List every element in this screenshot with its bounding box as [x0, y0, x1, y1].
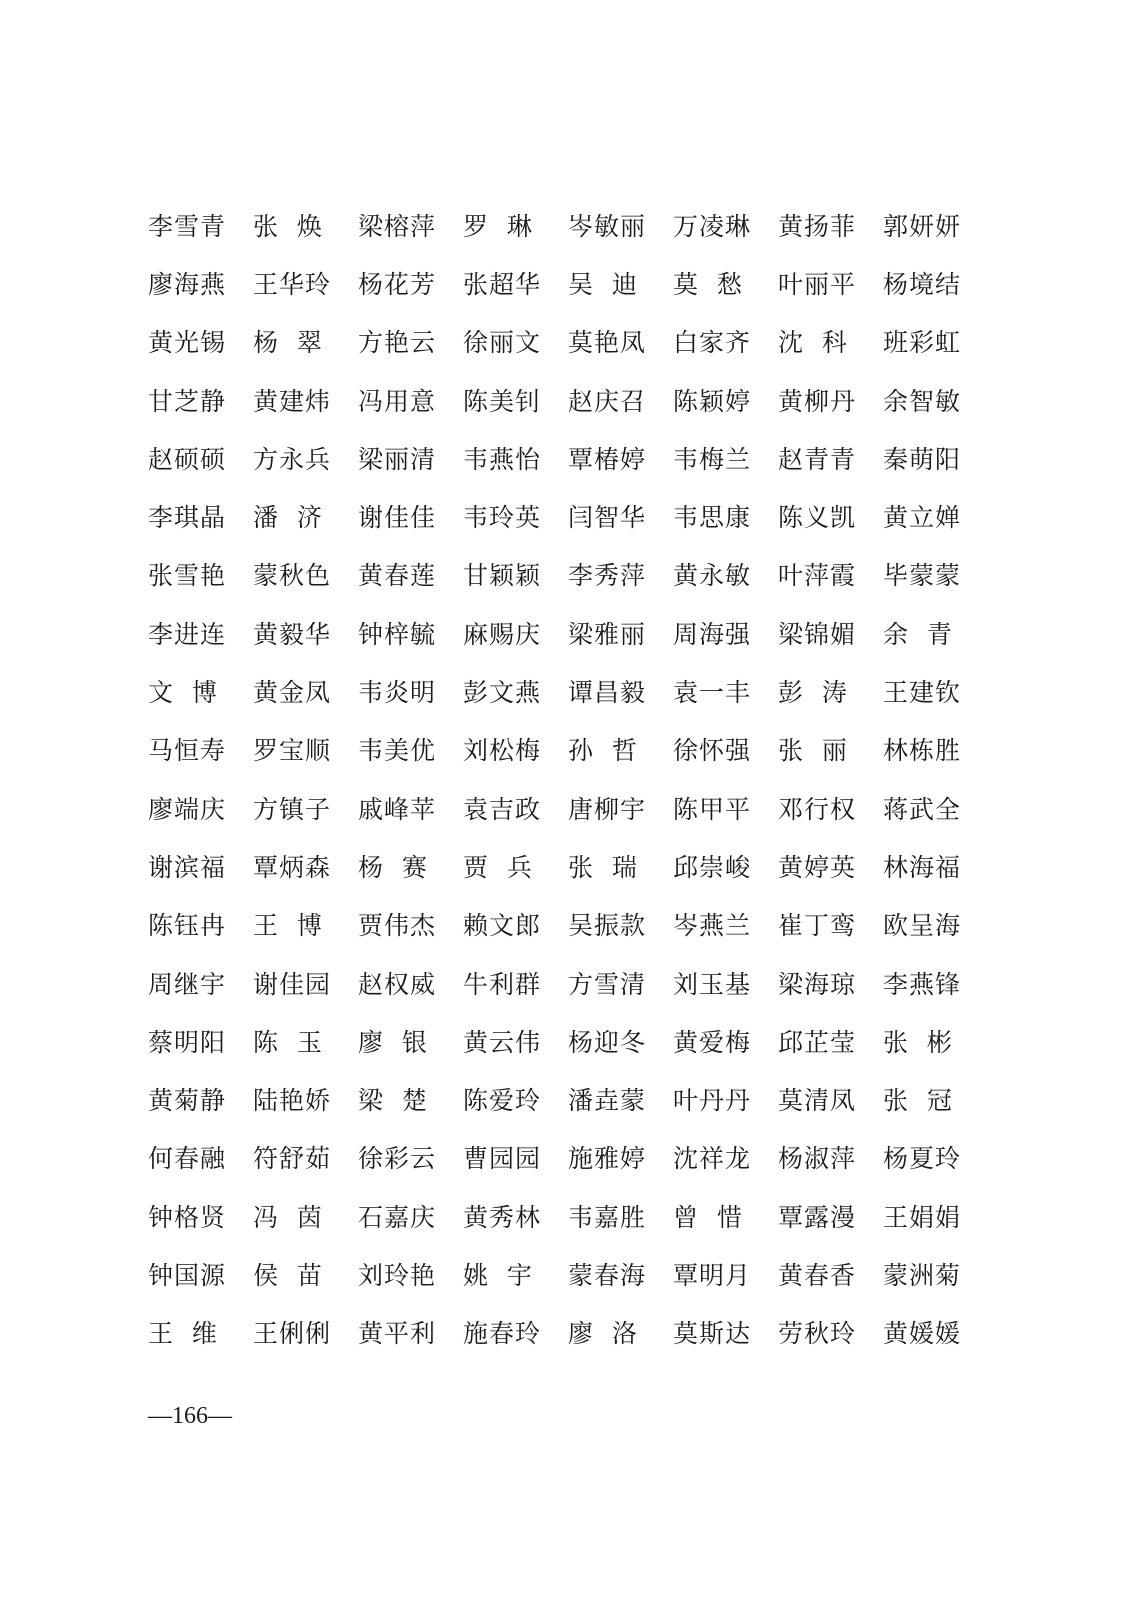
name-entry: 劳秋玲: [778, 1319, 857, 1349]
name-entry: 王俐俐: [253, 1319, 332, 1349]
name-entry: 杨 翠: [253, 328, 323, 358]
name-entry: 黄秀林: [463, 1202, 542, 1232]
name-row: [148, 780, 988, 838]
name-entry: 黄云伟: [463, 1027, 542, 1057]
name-entry: 陈 玉: [253, 1027, 323, 1057]
name-entry: 刘玉基: [673, 969, 752, 999]
name-entry: 李琪晶: [148, 503, 227, 533]
name-entry: 陈美钊: [463, 386, 542, 416]
name-entry: 蔡明阳: [148, 1027, 227, 1057]
name-entry: 张 丽: [778, 736, 848, 766]
name-entry: 牛利群: [463, 969, 542, 999]
name-entry: 戚峰苹: [358, 794, 437, 824]
name-entry: 王 博: [253, 911, 323, 941]
name-entry: 覃露漫: [778, 1202, 857, 1232]
name-entry: 廖 银: [358, 1027, 428, 1057]
name-entry: 甘颖颖: [463, 561, 542, 591]
name-entry: 闫智华: [568, 503, 647, 533]
name-entry: 廖海燕: [148, 269, 227, 299]
name-entry: 赵青青: [778, 444, 857, 474]
name-entry: 张 焕: [253, 211, 323, 241]
name-entry: 文 博: [148, 678, 218, 708]
name-entry: 韦燕怡: [463, 444, 542, 474]
name-row: [148, 314, 988, 372]
name-entry: 赖文郎: [463, 911, 542, 941]
name-row: [148, 722, 988, 780]
name-entry: 方艳云: [358, 328, 437, 358]
name-entry: 陆艳娇: [253, 1086, 332, 1116]
name-entry: 徐怀强: [673, 736, 752, 766]
name-entry: 张 瑞: [568, 852, 638, 882]
name-entry: 李进连: [148, 619, 227, 649]
name-row: [148, 488, 988, 546]
name-entry: 杨迎冬: [568, 1027, 647, 1057]
name-entry: 谢佳佳: [358, 503, 437, 533]
name-entry: 彭 涛: [778, 678, 848, 708]
name-entry: 叶萍霞: [778, 561, 857, 591]
name-entry: 黄建炜: [253, 386, 332, 416]
name-entry: 李燕锋: [883, 969, 962, 999]
name-entry: 黄平利: [358, 1319, 437, 1349]
name-entry: 袁吉政: [463, 794, 542, 824]
name-entry: 韦梅兰: [673, 444, 752, 474]
name-entry: 郭妍妍: [883, 211, 962, 241]
name-entry: 黄立婵: [883, 503, 962, 533]
name-entry: 廖端庆: [148, 794, 227, 824]
name-entry: 梁雅丽: [568, 619, 647, 649]
name-entry: 杨夏玲: [883, 1144, 962, 1174]
name-entry: 陈钰冉: [148, 911, 227, 941]
name-row: [148, 1013, 988, 1071]
name-entry: 莫斯达: [673, 1319, 752, 1349]
name-entry: 覃明月: [673, 1260, 752, 1290]
name-entry: 唐柳宇: [568, 794, 647, 824]
name-entry: 覃椿婷: [568, 444, 647, 474]
name-entry: 沈 科: [778, 328, 848, 358]
name-entry: 蒋武全: [883, 794, 962, 824]
name-entry: 孙 哲: [568, 736, 638, 766]
name-entry: 陈义凯: [778, 503, 857, 533]
name-entry: 叶丹丹: [673, 1086, 752, 1116]
name-entry: 罗 琳: [463, 211, 533, 241]
name-entry: 欧呈海: [883, 911, 962, 941]
name-entry: 王华玲: [253, 269, 332, 299]
name-row: [148, 1071, 988, 1129]
name-entry: 陈甲平: [673, 794, 752, 824]
name-entry: 莫艳凤: [568, 328, 647, 358]
name-entry: 莫清凤: [778, 1086, 857, 1116]
name-entry: 钟梓毓: [358, 619, 437, 649]
name-entry: 韦嘉胜: [568, 1202, 647, 1232]
name-entry: 韦美优: [358, 736, 437, 766]
name-entry: 黄春莲: [358, 561, 437, 591]
name-row: [148, 663, 988, 721]
name-entry: 梁海琼: [778, 969, 857, 999]
name-row: [148, 838, 988, 896]
name-entry: 余 青: [883, 619, 953, 649]
name-entry: 黄永敏: [673, 561, 752, 591]
name-entry: 何春融: [148, 1144, 227, 1174]
name-entry: 蒙春海: [568, 1260, 647, 1290]
name-entry: 徐彩云: [358, 1144, 437, 1174]
name-entry: 杨境结: [883, 269, 962, 299]
name-entry: 赵硕硕: [148, 444, 227, 474]
name-entry: 蒙秋色: [253, 561, 332, 591]
name-entry: 杨淑萍: [778, 1144, 857, 1174]
name-entry: 崔丁鸾: [778, 911, 857, 941]
name-entry: 贾伟杰: [358, 911, 437, 941]
name-entry: 赵庆召: [568, 386, 647, 416]
name-entry: 王 维: [148, 1319, 218, 1349]
name-entry: 白家齐: [673, 328, 752, 358]
name-entry: 袁一丰: [673, 678, 752, 708]
name-entry: 万凌琳: [673, 211, 752, 241]
name-entry: 秦萌阳: [883, 444, 962, 474]
name-row: [148, 605, 988, 663]
name-entry: 周继宇: [148, 969, 227, 999]
name-row: [148, 1246, 988, 1304]
name-entry: 黄爱梅: [673, 1027, 752, 1057]
name-entry: 梁榕萍: [358, 211, 437, 241]
name-entry: 彭文燕: [463, 678, 542, 708]
name-entry: 赵权威: [358, 969, 437, 999]
name-entry: 黄柳丹: [778, 386, 857, 416]
name-entry: 刘玲艳: [358, 1260, 437, 1290]
name-row: [148, 1188, 988, 1246]
name-row: [148, 372, 988, 430]
name-entry: 甘芝静: [148, 386, 227, 416]
name-entry: 廖 洛: [568, 1319, 638, 1349]
name-entry: 贾 兵: [463, 852, 533, 882]
name-entry: 潘垚蒙: [568, 1086, 647, 1116]
name-entry: 黄毅华: [253, 619, 332, 649]
name-row: [148, 255, 988, 313]
name-entry: 班彩虹: [883, 328, 962, 358]
name-entry: 莫 愁: [673, 269, 743, 299]
name-entry: 罗宝顺: [253, 736, 332, 766]
name-entry: 邱芷莹: [778, 1027, 857, 1057]
name-entry: 杨花芳: [358, 269, 437, 299]
name-entry: 吴 迪: [568, 269, 638, 299]
name-entry: 吴振款: [568, 911, 647, 941]
name-entry: 王建钦: [883, 678, 962, 708]
name-entry: 姚 宇: [463, 1260, 533, 1290]
name-entry: 黄金凤: [253, 678, 332, 708]
name-entry: 邓行权: [778, 794, 857, 824]
name-entry: 黄媛媛: [883, 1319, 962, 1349]
name-entry: 黄菊静: [148, 1086, 227, 1116]
name-entry: 谢佳园: [253, 969, 332, 999]
name-row: [148, 547, 988, 605]
page-number: —166—: [148, 1403, 232, 1429]
name-entry: 蒙洲菊: [883, 1260, 962, 1290]
name-entry: 刘松梅: [463, 736, 542, 766]
name-entry: 张超华: [463, 269, 542, 299]
name-entry: 杨 赛: [358, 852, 428, 882]
name-entry: 梁丽清: [358, 444, 437, 474]
name-entry: 黄光锡: [148, 328, 227, 358]
name-entry: 张雪艳: [148, 561, 227, 591]
name-entry: 谢滨福: [148, 852, 227, 882]
name-entry: 曾 惜: [673, 1202, 743, 1232]
name-entry: 叶丽平: [778, 269, 857, 299]
name-entry: 张 冠: [883, 1086, 953, 1116]
name-entry: 韦炎明: [358, 678, 437, 708]
name-entry: 邱崇峻: [673, 852, 752, 882]
name-entry: 曹园园: [463, 1144, 542, 1174]
name-entry: 施雅婷: [568, 1144, 647, 1174]
name-entry: 余智敏: [883, 386, 962, 416]
name-entry: 梁 楚: [358, 1086, 428, 1116]
name-row: [148, 1305, 988, 1363]
name-entry: 石嘉庆: [358, 1202, 437, 1232]
name-entry: 韦思康: [673, 503, 752, 533]
name-entry: 张 彬: [883, 1027, 953, 1057]
name-entry: 方镇子: [253, 794, 332, 824]
name-row: [148, 1130, 988, 1188]
name-row: [148, 955, 988, 1013]
name-entry: 黄扬菲: [778, 211, 857, 241]
name-entry: 覃炳森: [253, 852, 332, 882]
name-entry: 方永兵: [253, 444, 332, 474]
name-entry: 王娟娟: [883, 1202, 962, 1232]
name-entry: 潘 济: [253, 503, 323, 533]
name-entry: 冯用意: [358, 386, 437, 416]
name-row: [148, 430, 988, 488]
name-entry: 林栋胜: [883, 736, 962, 766]
name-entry: 方雪清: [568, 969, 647, 999]
name-entry: 黄婷英: [778, 852, 857, 882]
name-entry: 施春玲: [463, 1319, 542, 1349]
name-entry: 黄春香: [778, 1260, 857, 1290]
name-entry: 麻赐庆: [463, 619, 542, 649]
name-entry: 徐丽文: [463, 328, 542, 358]
name-entry: 梁锦媚: [778, 619, 857, 649]
name-entry: 钟国源: [148, 1260, 227, 1290]
name-entry: 沈祥龙: [673, 1144, 752, 1174]
name-entry: 韦玲英: [463, 503, 542, 533]
name-entry: 毕蒙蒙: [883, 561, 962, 591]
name-entry: 马恒寿: [148, 736, 227, 766]
name-entry: 岑燕兰: [673, 911, 752, 941]
name-entry: 林海福: [883, 852, 962, 882]
name-entry: 谭昌毅: [568, 678, 647, 708]
name-row: [148, 197, 988, 255]
name-row: [148, 897, 988, 955]
name-entry: 侯 苗: [253, 1260, 323, 1290]
name-entry: 陈颖婷: [673, 386, 752, 416]
name-entry: 钟格贤: [148, 1202, 227, 1232]
name-entry: 冯 茵: [253, 1202, 323, 1232]
name-entry: 岑敏丽: [568, 211, 647, 241]
name-entry: 李雪青: [148, 211, 227, 241]
name-entry: 符舒茹: [253, 1144, 332, 1174]
names-grid: [148, 197, 988, 1363]
name-entry: 陈爱玲: [463, 1086, 542, 1116]
name-entry: 周海强: [673, 619, 752, 649]
name-entry: 李秀萍: [568, 561, 647, 591]
